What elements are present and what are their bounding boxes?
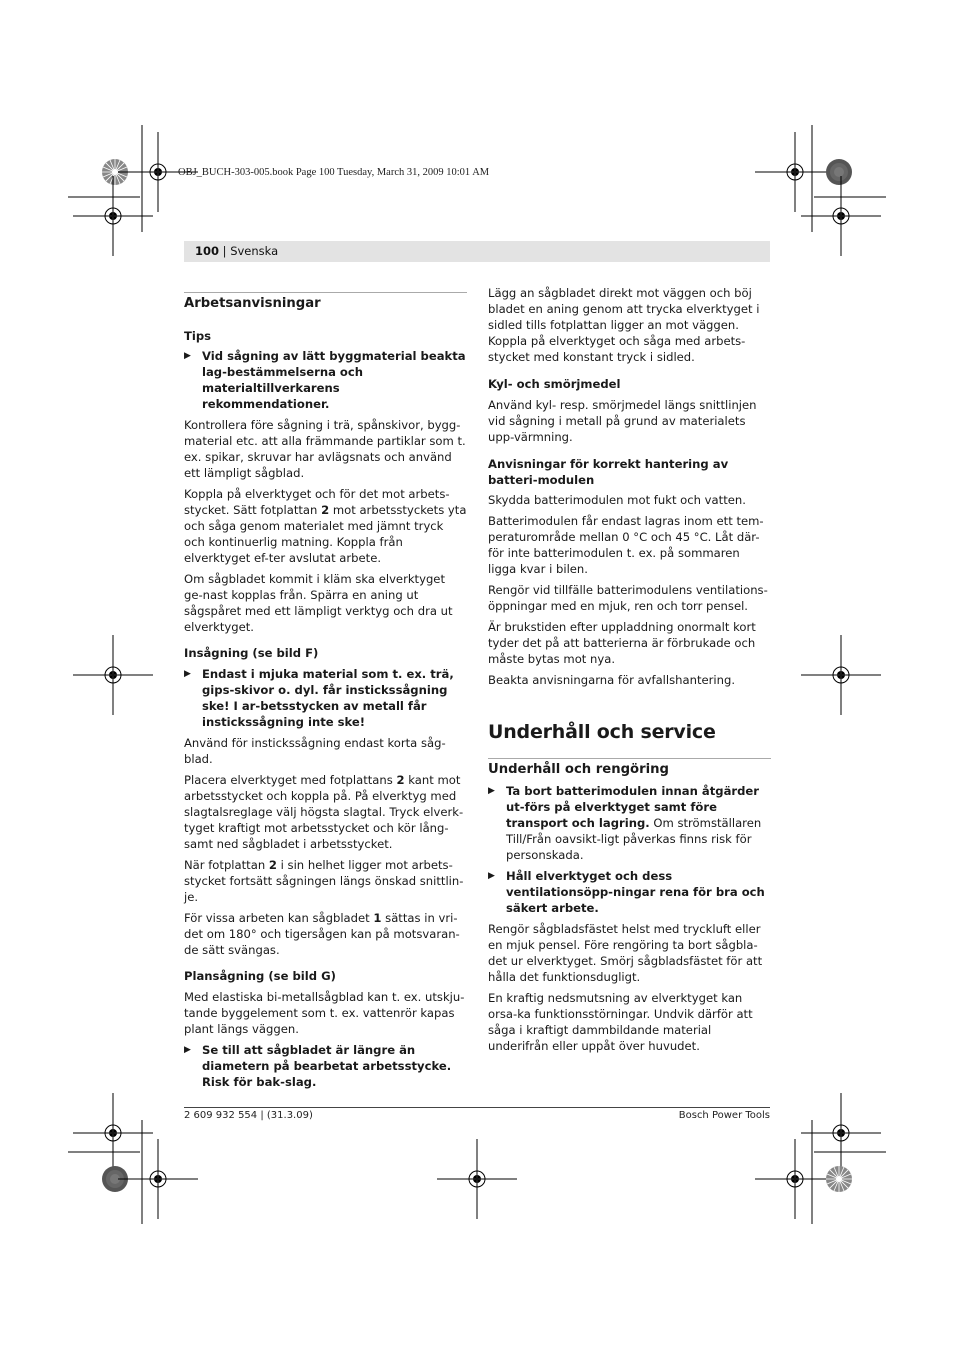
- bullet-arrow-icon: ▶: [488, 871, 495, 881]
- heading-underhall-och-rengoring: Underhåll och rengöring: [488, 762, 669, 777]
- star-wheel-mark: [826, 1166, 852, 1192]
- registration-mark: [73, 1093, 153, 1173]
- registration-mark: [437, 1139, 517, 1219]
- header-language: Svenska: [230, 244, 279, 258]
- footer-document-number: 2 609 932 554 | (31.3.09): [184, 1110, 313, 1121]
- registration-mark: [755, 132, 835, 212]
- paragraph: Placera elverktyget med fotplattans 2 kant mot arbetsstycket och koppla på. På elverktyg med slagtalsreglage välj högsta slagtal. Tryck elverk-tyget kraftigt mot arbetsstycket och kör lång-samt ned sågbladet i arbetsstycket.: [184, 773, 464, 851]
- paragraph: Batterimodulen får endast lagras inom ett tem-peraturområde mellan 0 °C och 45 °C. Låt där-för inte batterimodulen t. ex. på sommaren ligga kvar i bilen.: [488, 514, 764, 576]
- paragraph: Med elastiska bi-metallsågblad kan t. ex. utskju-tande byggelement som t. ex. vattenrör kapas plant längs väggen.: [184, 990, 465, 1036]
- page-number: 100: [195, 244, 220, 258]
- footer-rule: [184, 1107, 770, 1108]
- paragraph: Om sågbladet kommit i kläm ska elverktyget ge-nast kopplas från. Spärra en aning ut sågspåret med ett lämpligt verktyg och dra ut elverktyget.: [184, 572, 453, 634]
- paragraph: För vissa arbeten kan sågbladet 1 sättas in vri-det om 180° och tigersågen kan på motsvaran-de sätt svängas.: [184, 911, 460, 957]
- paragraph: Använd kyl- resp. smörjmedel längs snittlinjen vid sågning i metall på grund av materialets upp-värmning.: [488, 398, 757, 444]
- paragraph: Är brukstiden efter uppladdning onormalt kort tyder det på att batterierna är förbrukade och måste bytas mot nya.: [488, 620, 756, 666]
- warning-bullet: ▶ Vid sågning av lätt byggmaterial beakta lag-bestämmelserna och materialtillverkarens rekommendationer.: [184, 349, 466, 411]
- paragraph: Rengör sågbladsfästet helst med tryckluft eller en mjuk pensel. Före rengöring ta bort sågbla-det ur elverktyget. Smörj sågbladsfästet för att hålla det funktionsdugligt.: [488, 922, 763, 984]
- bullet-arrow-icon: ▶: [184, 1045, 191, 1055]
- paragraph: Lägg an sågbladet direkt mot väggen och böj bladet en aning genom att trycka elverktyget i sidled tills fotplattan ligger an mot väggen. Koppla på elverktyget och såga med arbets-stycket med konstant tryck i sidled.: [488, 286, 760, 364]
- paragraph: Skydda batterimodulen mot fukt och vatten.: [488, 493, 746, 507]
- registration-mark: [801, 635, 881, 715]
- right-column: [488, 285, 771, 1054]
- registration-mark: [73, 176, 153, 256]
- heading-kyl: Kyl- och smörjmedel: [488, 377, 621, 391]
- registration-mark: [118, 1139, 198, 1219]
- paragraph: Beakta anvisningarna för avfallshantering.: [488, 673, 736, 687]
- bullet-arrow-icon: ▶: [184, 351, 191, 361]
- heading-insagning: Insågning (se bild F): [184, 646, 319, 660]
- paragraph: Koppla på elverktyget och för det mot arbets-stycket. Sätt fotplattan 2 mot arbetsstyckets yta och såga genom materialet med jämnt tryck och kontinuerlig matning. Koppla från elverktyget ef-ter avslutat arbete.: [184, 487, 467, 565]
- bullet-arrow-icon: ▶: [184, 669, 191, 679]
- footer-brand: Bosch Power Tools: [678, 1110, 770, 1121]
- heading-plansagning: Plansågning (se bild G): [184, 969, 336, 983]
- heading-arbetsanvisningar: Arbetsanvisningar: [184, 296, 321, 311]
- section-rule: [488, 758, 771, 759]
- bullet-arrow-icon: ▶: [488, 786, 495, 796]
- heading-underhall-och-service: Underhåll och service: [488, 721, 716, 743]
- left-column: [184, 292, 467, 1090]
- paragraph: Använd för instickssågning endast korta såg-blad.: [184, 736, 446, 766]
- page-header: [184, 241, 770, 262]
- color-wheel-mark: [826, 159, 852, 185]
- paragraph: När fotplattan 2 i sin helhet ligger mot arbets-stycket fortsätt sågningen längs önskad snittlin-je.: [184, 858, 464, 904]
- heading-anvisningar: Anvisningar för korrekt hantering av batteri-modulen: [488, 457, 729, 487]
- paragraph: Rengör vid tillfälle batterimodulens ventilations-öppningar med en mjuk, ren och torr pensel.: [488, 583, 768, 613]
- header-separator: |: [219, 244, 231, 258]
- registration-mark: [801, 1093, 881, 1173]
- warning-bullet: ▶ Se till att sågbladet är längre än diametern på bearbetat arbetsstycke. Risk för bak-slag.: [184, 1043, 452, 1089]
- paragraph: Kontrollera före sågning i trä, spånskivor, bygg-material etc. att alla främmande partiklar som t. ex. spikar, skruvar har avlägsnats och använd ett lämpligt sågblad.: [184, 418, 466, 480]
- registration-mark: [801, 176, 881, 256]
- heading-tips: Tips: [184, 329, 212, 343]
- warning-bullet: ▶ Håll elverktyget och dess ventilationsöpp-ningar rena för bra och säkert arbete.: [488, 869, 765, 915]
- registration-mark: [73, 635, 153, 715]
- warning-bullet: ▶ Ta bort batterimodulen innan åtgärder ut-förs på elverktyget samt före transport och lagring. Om strömställaren Till/Från oavsikt-ligt påverkas finns risk för personskada.: [488, 784, 762, 862]
- print-info: OBJ_BUCH-303-005.book Page 100 Tuesday, March 31, 2009 10:01 AM: [178, 167, 490, 178]
- registration-mark: [755, 1139, 835, 1219]
- paragraph: En kraftig nedsmutsning av elverktyget kan orsa-ka funktionsstörningar. Undvik därför att såga i kraftigt dammbildande material underifrån eller uppåt över huvudet.: [488, 991, 753, 1053]
- warning-bullet: ▶ Endast i mjuka material som t. ex. trä, gips-skivor o. dyl. får instickssågning ske! I ar-betsstycken av metall får instickssågning inte ske!: [184, 667, 454, 729]
